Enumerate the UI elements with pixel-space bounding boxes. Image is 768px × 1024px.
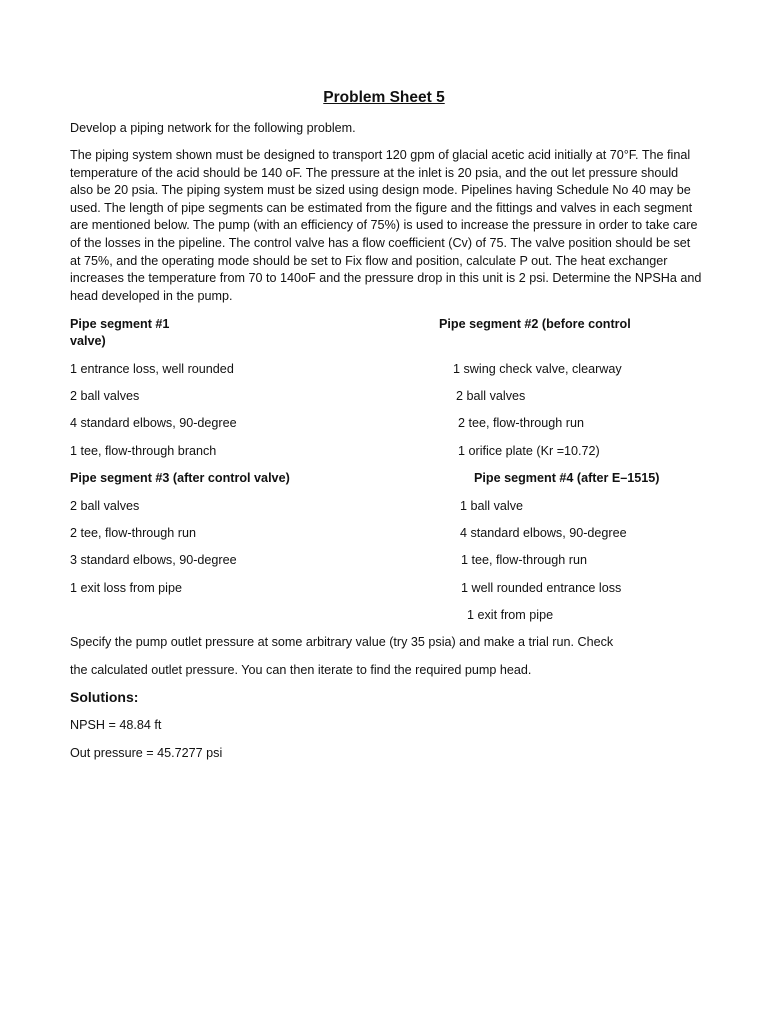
segment4-item: 1 well rounded entrance loss xyxy=(461,581,622,595)
segment4-item: 1 ball valve xyxy=(460,499,524,513)
segment3-item: 1 exit loss from pipe xyxy=(70,581,182,595)
segment4-heading: Pipe segment #4 (after E–1515) xyxy=(474,471,660,485)
segment2-item: 1 swing check valve, clearway xyxy=(453,362,622,376)
segment1-item: 1 entrance loss, well rounded xyxy=(70,362,234,376)
segment3-heading: Pipe segment #3 (after control valve) xyxy=(70,471,290,485)
npsh-result: NPSH = 48.84 ft xyxy=(70,718,162,732)
segment4-item: 1 exit from pipe xyxy=(467,608,554,622)
segment1-heading: Pipe segment #1 xyxy=(70,317,170,331)
instruction-text: the calculated outlet pressure. You can then iterate to find the required pump head. xyxy=(70,663,532,677)
segment3-item: 3 standard elbows, 90-degree xyxy=(70,553,237,567)
solutions-heading: Solutions: xyxy=(70,689,139,705)
segment-heading-wrap: valve) xyxy=(70,334,106,348)
segment3-item: 2 tee, flow-through run xyxy=(70,526,197,540)
segment2-item: 2 tee, flow-through run xyxy=(458,416,585,430)
segment2-heading: Pipe segment #2 (before control xyxy=(439,317,631,331)
problem-description: The piping system shown must be designed to transport 120 gpm of glacial acetic acid initially at 70°F. The final temperature of the acid should be 140 oF. The pressure at the inlet is 20 psia, and the out let pressure should also be 20 psia. The piping system must be sized using design mode. Pipelines having Schedule No 40 may be used. The length of pipe segments can be estimated from the figure and the fittings and valves in each segment are mentioned below. The pump (with an efficiency of 75%) is used to increase the pressure in order to take care of the losses in the pipeline. The control valve has a flow coefficient (Cv) of 75. The valve position should be set at 75%, and the operating mode should be set to Fix flow and position, calculate P out. The heat exchanger increases the temperature from 70 to 140oF and the pressure drop in this unit is 2 psi. Determine the NPSHa and head developed in the pump. xyxy=(70,148,702,303)
segment2-item: 1 orifice plate (Kr =10.72) xyxy=(458,444,600,458)
instruction-text: Specify the pump outlet pressure at some arbitrary value (try 35 psia) and make a trial run. Check xyxy=(70,635,614,649)
segment3-item: 2 ball valves xyxy=(70,499,140,513)
segment4-item: 4 standard elbows, 90-degree xyxy=(460,526,627,540)
segment1-item: 4 standard elbows, 90-degree xyxy=(70,416,237,430)
segment1-item: 2 ball valves xyxy=(70,389,140,403)
segment2-item: 2 ball valves xyxy=(456,389,526,403)
out-pressure-result: Out pressure = 45.7277 psi xyxy=(70,746,223,760)
intro-text: Develop a piping network for the following problem. xyxy=(70,121,356,135)
page-title: Problem Sheet 5 xyxy=(323,89,445,106)
segment4-item: 1 tee, flow-through run xyxy=(461,553,588,567)
segment1-item: 1 tee, flow-through branch xyxy=(70,444,217,458)
